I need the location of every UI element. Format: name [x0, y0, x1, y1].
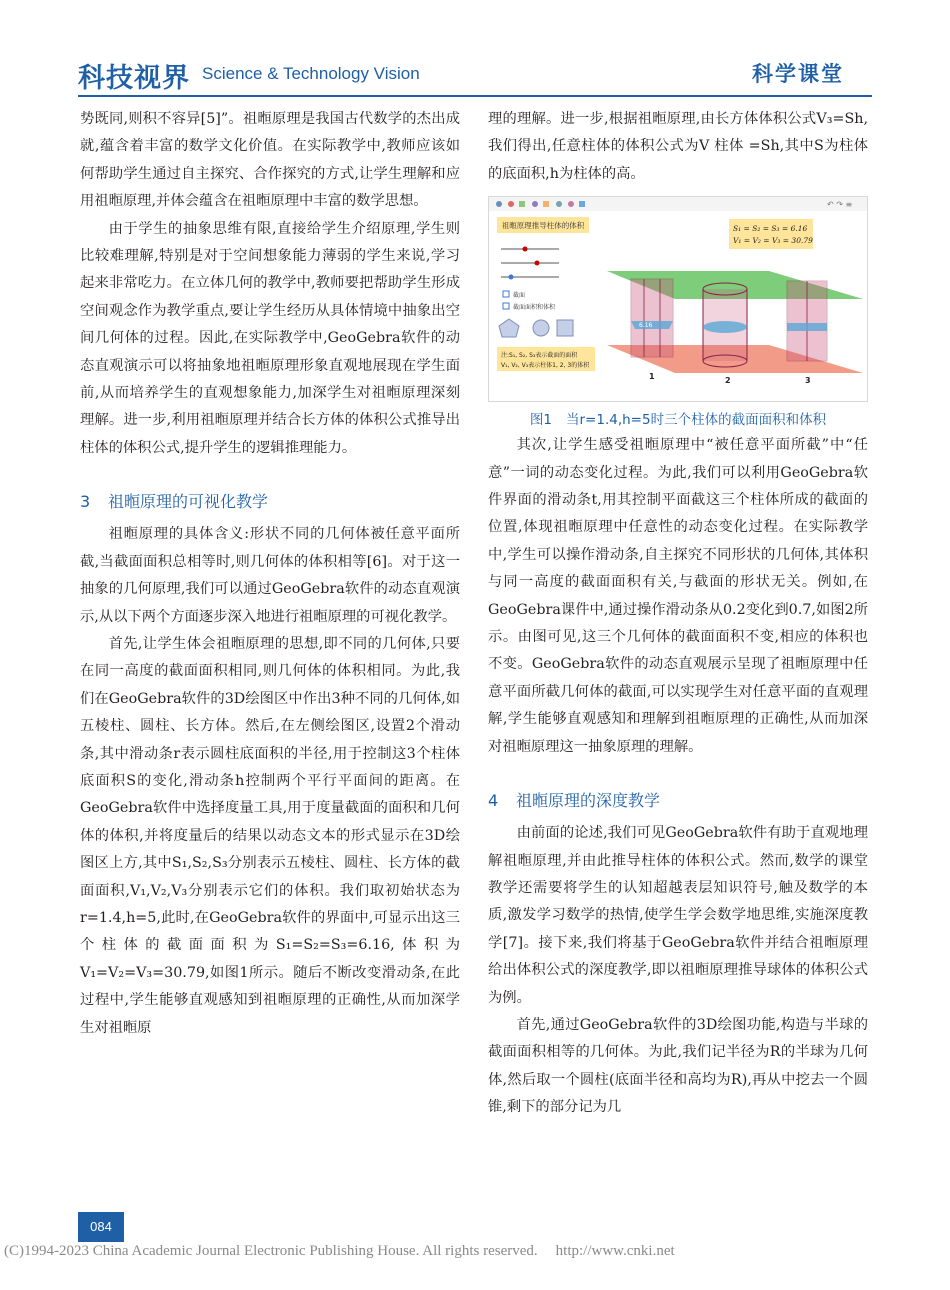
note-line: 注:S₁, S₂, S₃表示截面的面积	[501, 352, 578, 360]
checkbox-label: 截面	[513, 292, 526, 300]
undo-redo-icon: ↶ ↷ ≡	[827, 200, 853, 210]
checkbox-cross-section[interactable]	[503, 291, 509, 297]
figure-caption-text: 当r=1.4,h=5时三个柱体的截面面积和体积	[566, 412, 827, 429]
right-column	[488, 106, 868, 1122]
journal-brand-cn: 科技视界	[78, 63, 190, 94]
cnki-url[interactable]: http://www.cnki.net	[555, 1243, 675, 1259]
pentagon-shape	[499, 319, 519, 337]
formula-s: S₁ = S₂ = S₃ = 6.16	[733, 224, 808, 234]
paragraph: 首先,通过GeoGebra软件的3D绘图功能,构造与半球的截面面积相等的几何体。为此,我们记半径为R的半球为几何体,然后取一个圆柱(底面半径和高均为R),再从中挖去一个圆锥,剩下的部分记为几	[488, 1016, 868, 1116]
slider-t[interactable]	[501, 275, 559, 280]
copyright-text: (C)1994-2023 China Academic Journal Electronic Publishing House. All rights reserved.	[4, 1243, 538, 1259]
left-column	[80, 106, 460, 1042]
pentagonal-prism	[631, 279, 673, 357]
solid-label: 1	[649, 372, 655, 382]
section-title: 祖暅原理的深度教学	[516, 791, 661, 811]
figure-number: 图1	[529, 412, 552, 429]
journal-brand-en: Science & Technology Vision	[202, 64, 420, 83]
journal-header	[78, 56, 872, 92]
solid-label: 3	[805, 376, 811, 386]
cylinder	[703, 283, 747, 367]
figure-caption	[488, 408, 868, 428]
copyright-line	[4, 1243, 675, 1260]
panel-title: 祖暅原理推导柱体的体积	[501, 221, 585, 231]
note-line: V₁, V₂, V₃表示柱体1, 2, 3的体积	[501, 362, 590, 370]
page-number: 084	[78, 1212, 124, 1242]
figure-1	[488, 196, 868, 402]
slider-h[interactable]	[501, 261, 559, 266]
paragraph: 理的理解。进一步,根据祖暅原理,由长方体体积公式V₃=Sh,我们得出,任意柱体的体积公式为V 柱体 =Sh,其中S为柱体的底面积,h为柱体的高。	[488, 111, 868, 182]
section-tag: 科学课堂	[752, 62, 844, 86]
checkbox-area-volume[interactable]	[503, 303, 509, 309]
circle-shape	[533, 320, 549, 336]
section-number: 3	[80, 492, 91, 512]
square-shape	[557, 320, 573, 336]
paragraph: 其次,让学生感受祖暅原理中“被任意平面所截”中“任意”一词的动态变化过程。为此,我们可以利用GeoGebra软件界面的滑动条t,用其控制平面截这三个柱体所成的截面的位置,体现祖暅原理中任意性的动态变化过程。在实际教学中,学生可以操作滑动条,自主探究不同形状的几何体,其体积与同一高度的截面面积有关,与截面的形状无关。例如,在GeoGebra课件中,通过操作滑动条从0.2变化到0.7,如图2所示。由图可见,这三个几何体的截面面积不变,相应的体积也不变。GeoGebra软件的动态直观展示呈现了祖暅原理中任意平面所截几何体的截面,可以实现学生对任意平面的直观理解,学生能够直观感知和理解到祖暅原理的正确性,从而加深对祖暅原理这一抽象原理的理解。	[488, 437, 868, 755]
paragraph: 势既同,则积不容异[5]”。祖暅原理是我国古代数学的杰出成就,蕴含着丰富的数学文化价值。在实际教学中,教师应该如何帮助学生通过自主探究、合作探究的方式,让学生理解和应用祖暅原理,并体会蕴含在祖暅原理中丰富的数学思想。	[80, 111, 460, 210]
formula-v: V₁ = V₂ = V₃ = 30.79	[733, 236, 813, 246]
paragraph: 祖暅原理的具体含义:形状不同的几何体被任意平面所截,当截面面积总相等时,则几何体的体积相等[6]。对于这一抽象的几何原理,我们可以通过GeoGebra软件的动态直观演示,从以下两个方面逐步深入地进行祖暅原理的可视化教学。	[80, 526, 460, 625]
slider-r[interactable]	[501, 247, 559, 252]
section-title: 祖暅原理的可视化教学	[108, 492, 269, 512]
rectangular-prism	[787, 281, 827, 361]
section-number: 4	[488, 791, 499, 811]
solid-label: 2	[725, 376, 731, 386]
cross-section-label: 6.16	[639, 322, 653, 330]
section-heading-4	[488, 788, 868, 814]
header-rule	[78, 95, 872, 97]
paragraph: 由前面的论述,我们可见GeoGebra软件有助于直观地理解祖暅原理,并由此推导柱体的体积公式。然而,数学的课堂教学还需要将学生的认知超越表层知识符号,触及数学的本质,激发学习数学的热情,使学生学会数学地思维,实施深度教学[7]。接下来,我们将基于GeoGebra软件并结合祖暅原理给出体积公式的深度教学,即以祖暅原理推导球体的体积公式为例。	[488, 825, 868, 1006]
geogebra-screenshot	[489, 197, 867, 401]
checkbox-label: 截面面积和体积	[513, 304, 556, 312]
section-heading-3	[80, 489, 460, 515]
paragraph: 首先,让学生体会祖暅原理的思想,即不同的几何体,只要在同一高度的截面面积相同,则几何体的体积相同。为此,我们在GeoGebra软件的3D绘图区中作出3种不同的几何体,如五棱柱、圆柱、长方体。然后,在左侧绘图区,设置2个滑动条,其中滑动条r表示圆柱底面积的半径,用于控制这3个柱体底面积S的变化,滑动条h控制两个平行平面间的距离。在GeoGebra软件中选择度量工具,用于度量截面的面积和几何体的体积,并将度量后的结果以动态文本的形式显示在3D绘图区上方,其中S₁,S₂,S₃分别表示五棱柱、圆柱、长方体的截面面积,V₁,V₂,V₃分别表示它们的体积。我们取初始状态为r=1.4,h=5,此时,在GeoGebra软件的界面中,可显示出这三个柱体的截面面积为S₁=S₂=S₃=6.16,体积为V₁=V₂=V₃=30.79,如图1所示。随后不断改变滑动条,在此过程中,学生能够直观感知到祖暅原理的正确性,从而加深学生对祖暅原	[80, 635, 460, 1036]
paragraph: 由于学生的抽象思维有限,直接给学生介绍原理,学生则比较难理解,特别是对于空间想象能力薄弱的学生来说,学习起来非常吃力。在立体几何的教学中,教师要把帮助学生形成空间观念作为教学重点,要让学生经历从具体情境中抽象出空间几何体的过程。因此,在实际教学中,GeoGebra软件的动态直观演示可以将抽象地祖暅原理形象直观地展现在学生面前,从而培养学生的直观想象能力,加深学生对祖暅原理深刻理解。进一步,利用祖暅原理并结合长方体的体积公式推导出柱体的体积公式,提升学生的逻辑推理能力。	[80, 220, 460, 456]
